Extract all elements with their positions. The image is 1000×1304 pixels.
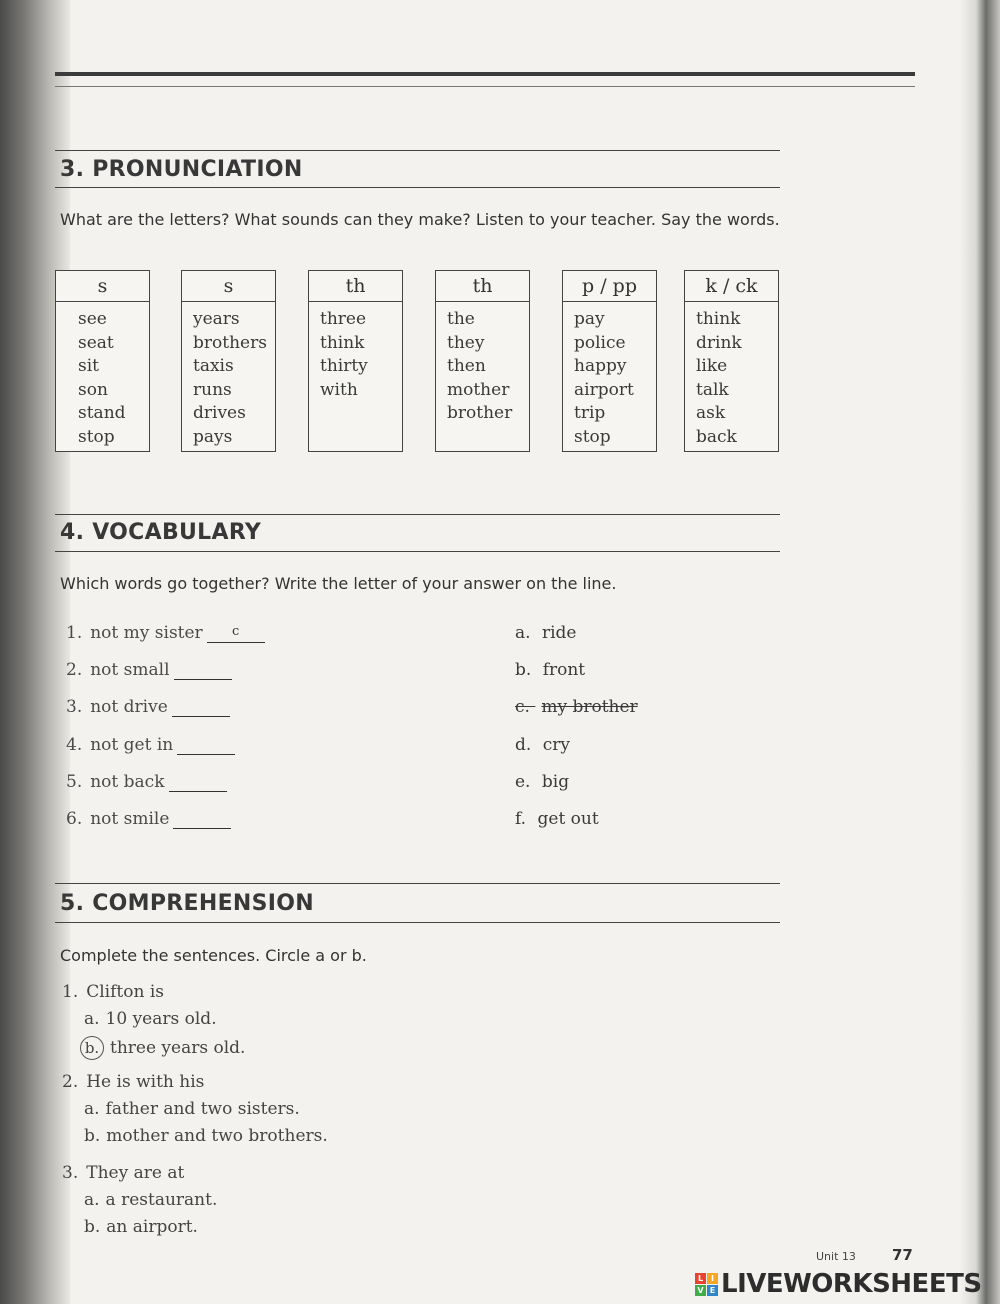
option-letter: a. [515,623,531,643]
vocabulary-item [66,623,265,643]
book-spine-shadow [0,0,70,1304]
option-letter: d. [515,734,532,755]
word-item: police [574,332,626,353]
section-divider [55,187,780,188]
word-item: then [447,356,486,377]
item-text: not drive [90,697,168,718]
item-number: 4. [66,734,83,755]
choice-text: three years old. [110,1038,246,1058]
word-list [436,302,529,426]
choice-letter: b. [84,1126,101,1146]
word-item: stop [574,426,611,447]
page-number: 77 [892,1246,913,1264]
item-text: not get in [90,734,174,755]
question-text: Clifton is [86,982,164,1002]
choice-b[interactable] [84,1217,198,1237]
section-divider [55,514,780,515]
vocabulary-item [66,735,235,755]
item-text: not back [90,771,165,792]
answer-blank[interactable] [172,698,230,717]
answer-blank[interactable] [169,773,227,792]
answer-blank[interactable]: c [207,624,265,643]
choice-text: a restaurant. [105,1190,218,1210]
option-letter: c. [515,697,530,718]
choice-text: 10 years old. [105,1009,217,1029]
word-item: think [320,332,365,353]
option-text: get out [537,809,599,829]
choice-b[interactable] [84,1036,245,1060]
word-item: drink [696,332,742,353]
vocabulary-title: 4. VOCABULARY [60,520,262,545]
vocabulary-instruction: Which words go together? Write the letter of your answer on the line. [60,574,617,593]
answer-option [515,772,569,792]
sound-header: p / pp [563,271,656,302]
question-stem [62,1072,204,1092]
unit-label: Unit 13 [816,1250,856,1263]
word-item: happy [574,356,627,377]
vocabulary-item [66,697,230,717]
header-rule [55,72,915,76]
word-list [685,302,778,450]
question-stem [62,1163,184,1183]
sound-header: k / ck [685,271,778,302]
item-number: 1. [66,623,83,643]
vocabulary-item [66,660,232,680]
choice-letter: a. [84,1009,100,1029]
word-item: with [320,379,358,400]
sound-header: s [56,271,149,302]
sound-column [308,270,403,452]
option-letter: e. [515,771,531,792]
item-text: not smile [90,809,170,829]
question-number: 3. [62,1163,79,1183]
choice-letter: a. [84,1099,100,1119]
page-edge-shadow [960,0,1000,1304]
answer-option [515,735,570,755]
word-item: stop [78,426,115,447]
question-text: He is with his [86,1072,205,1092]
answer-option [515,660,585,680]
choice-text: mother and two brothers. [106,1126,328,1146]
choice-letter: b. [80,1036,104,1060]
word-item: seat [78,332,114,353]
word-list [563,302,656,450]
choice-a[interactable] [84,1009,217,1029]
answer-blank[interactable] [177,736,235,755]
choice-text: father and two sisters. [105,1099,300,1119]
word-item: pays [193,426,233,447]
word-item: think [696,309,741,329]
word-item: runs [193,379,232,400]
pronunciation-instruction: What are the letters? What sounds can they make? Listen to your teacher. Say the words. [60,210,780,229]
vocabulary-item [66,809,231,829]
question-stem [62,982,164,1002]
word-item: drives [193,403,246,424]
section-divider [55,883,780,884]
word-item: they [447,332,485,353]
choice-letter: b. [84,1217,101,1237]
answer-option [515,809,599,829]
choice-b[interactable] [84,1126,328,1146]
word-item: mother [447,379,510,400]
pronunciation-title: 3. PRONUNCIATION [60,157,303,182]
liveworksheets-wordmark: LIVEWORKSHEETS [721,1269,982,1299]
section-divider [55,922,780,923]
option-letter: f. [515,809,527,829]
option-text: big [541,771,570,792]
option-text: front [542,660,586,681]
word-item: son [78,379,108,400]
item-text: not small [90,660,170,681]
word-item: ask [696,403,726,424]
choice-a[interactable] [84,1190,217,1210]
word-item: trip [574,403,606,424]
header-rule-thin [55,86,915,87]
option-text: cry [542,734,570,755]
choice-a[interactable] [84,1099,300,1119]
question-number: 2. [62,1072,79,1092]
question-text: They are at [86,1163,185,1183]
option-letter: b. [515,660,532,681]
word-item: stand [78,403,126,424]
word-item: thirty [320,356,368,377]
vocabulary-item [66,772,227,792]
word-item: brothers [193,332,267,353]
answer-blank[interactable] [174,661,232,680]
word-item: sit [78,356,99,377]
answer-option [515,623,576,643]
choice-letter: a. [84,1190,100,1210]
word-item: taxis [193,356,234,377]
liveworksheets-logo [695,1268,982,1300]
item-number: 3. [66,697,83,718]
item-number: 5. [66,771,83,792]
word-item: see [78,309,107,329]
word-item: airport [574,379,634,400]
word-item: back [696,426,737,447]
word-list [182,302,275,450]
choice-text: an airport. [106,1217,198,1237]
sound-column [55,270,150,452]
sound-header: th [309,271,402,302]
comprehension-instruction: Complete the sentences. Circle a or b. [60,946,367,965]
word-item: years [193,309,240,329]
item-number: 2. [66,660,83,681]
word-item: brother [447,403,513,424]
section-divider [55,551,780,552]
option-text: ride [541,623,577,643]
sound-column [181,270,276,452]
answer-option [515,697,638,717]
word-item: three [320,309,367,329]
section-divider [55,150,780,151]
word-item: talk [696,379,729,400]
word-list [56,302,149,450]
sound-header: th [436,271,529,302]
sound-column [562,270,657,452]
word-item: the [447,309,475,329]
sound-column [435,270,530,452]
word-list [309,302,402,402]
sound-column [684,270,779,452]
option-text: my brother [541,697,638,718]
question-number: 1. [62,982,79,1002]
word-item: like [696,356,728,377]
sound-header: s [182,271,275,302]
word-item: pay [574,309,605,329]
liveworksheets-icon: L I V E [695,1273,718,1296]
item-text: not my sister [90,623,203,643]
item-number: 6. [66,809,83,829]
comprehension-title: 5. COMPREHENSION [60,891,314,916]
answer-blank[interactable] [173,810,231,829]
